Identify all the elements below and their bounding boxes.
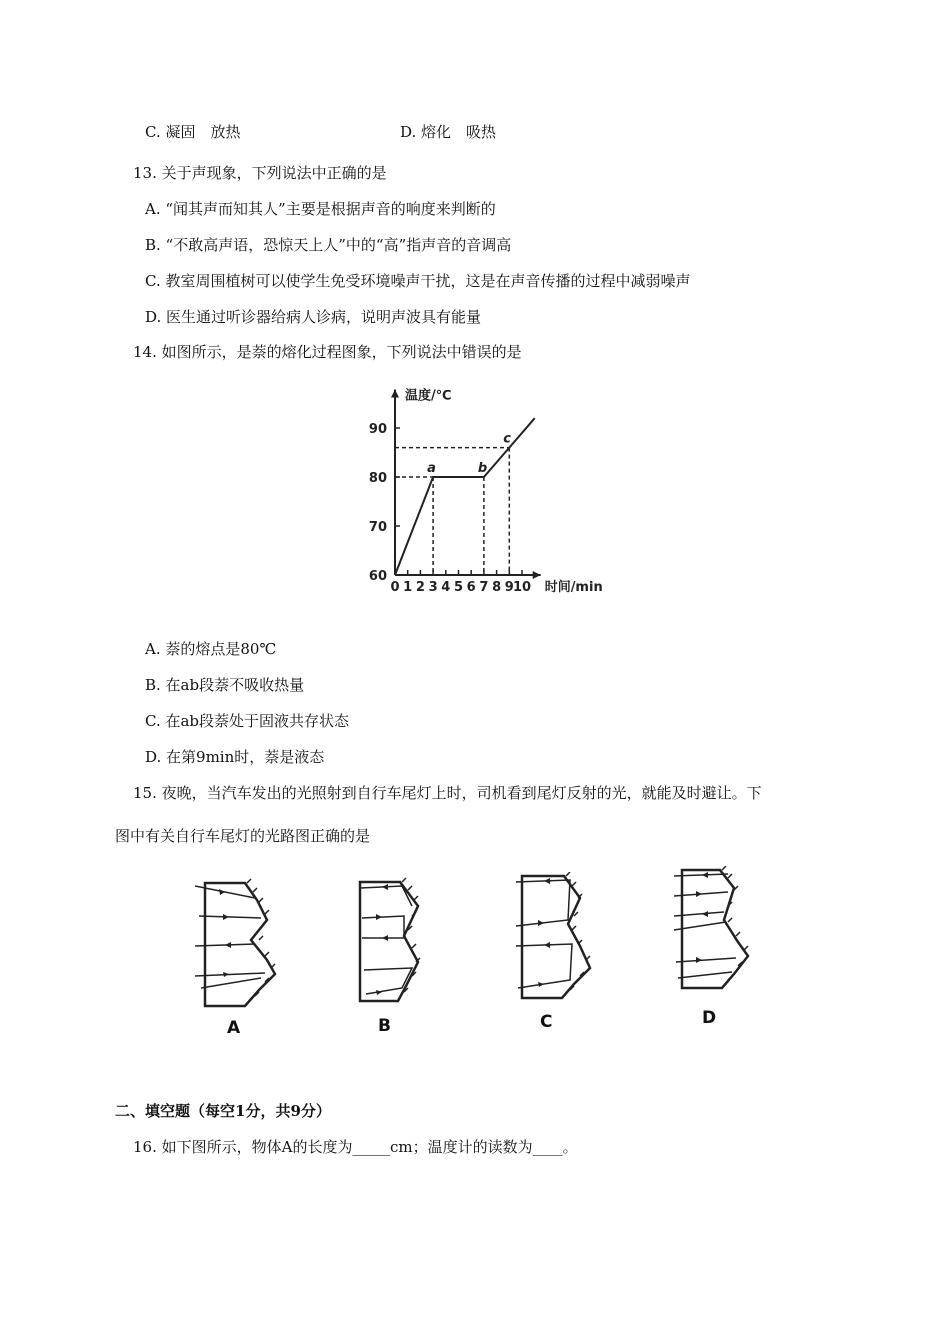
q13-option-b: B. “不敢高声语，恐惊天上人”中的“高”指声音的音调高	[145, 236, 512, 254]
y-axis-arrow	[391, 390, 399, 398]
q13-option-d: D. 医生通过听诊器给病人诊病，说明声波具有能量	[145, 308, 482, 326]
q12-option-d: D. 熔化 吸热	[400, 123, 497, 141]
x-tick-label: 3	[428, 580, 438, 595]
x-tick-label: 10	[512, 580, 532, 595]
taillight-diagram-a	[195, 878, 285, 1013]
x-tick-label: 4	[441, 580, 451, 595]
q12-option-c: C. 凝固 放热	[145, 123, 241, 141]
melting-curve-chart	[355, 382, 615, 600]
x-tick-label: 7	[479, 580, 489, 595]
taillight-diagram-d	[672, 866, 762, 1001]
q14-option-c: C. 在ab段萘处于固液共存状态	[145, 712, 350, 730]
q15-stem-line2: 图中有关自行车尾灯的光路图正确的是	[115, 827, 371, 845]
q13-option-a: A. “闻其声而知其人”主要是根据声音的响度来判断的	[145, 200, 496, 218]
taillight-diagram-b	[352, 876, 442, 1011]
x-tick-label: 5	[453, 580, 464, 595]
x-tick-label: 0	[390, 580, 400, 595]
q14-option-d: D. 在第9min时，萘是液态	[145, 748, 325, 766]
y-tick-label: 90	[368, 422, 387, 437]
q14-stem: 14. 如图所示，是萘的熔化过程图象，下列说法中错误的是	[133, 343, 522, 361]
diagram-label-a: A	[227, 1018, 241, 1038]
y-tick-label: 60	[368, 569, 387, 584]
point-label-a: a	[427, 461, 436, 476]
x-tick-label: 2	[415, 580, 425, 595]
x-axis-arrow	[533, 571, 541, 579]
point-label-b: b	[477, 461, 488, 476]
x-tick-label: 1	[403, 580, 413, 595]
q14-option-a: A. 萘的熔点是80℃	[145, 640, 277, 658]
q14-option-b: B. 在ab段萘不吸收热量	[145, 676, 305, 694]
q13-stem: 13. 关于声现象，下列说法中正确的是	[133, 164, 387, 182]
x-tick-label: 9	[504, 580, 514, 595]
y-tick-label: 70	[368, 520, 387, 535]
x-axis-label: 时间/min	[544, 580, 603, 595]
diagram-label-d: D	[702, 1008, 717, 1028]
taillight-diagram-c	[512, 872, 607, 1007]
diagram-label-c: C	[540, 1012, 553, 1032]
q16-stem: 16. 如下图所示，物体A的长度为_____cm；温度计的读数为____。	[133, 1138, 578, 1156]
q15-stem-line1: 15. 夜晚，当汽车发出的光照射到自行车尾灯上时，司机看到尾灯反射的光，就能及时避让。下	[133, 784, 762, 802]
q13-option-c: C. 教室周围植树可以使学生免受环境噪声干扰，这是在声音传播的过程中减弱噪声	[145, 272, 691, 290]
section2-title: 二、填空题（每空1分，共9分）	[115, 1102, 331, 1120]
x-tick-label: 6	[466, 580, 476, 595]
y-tick-label: 80	[368, 471, 387, 486]
point-label-c: c	[503, 431, 512, 447]
diagram-label-b: B	[378, 1016, 391, 1036]
melting-curve-line	[395, 418, 535, 575]
x-tick-label: 8	[492, 580, 502, 595]
y-axis-label: 温度/℃	[405, 388, 452, 404]
